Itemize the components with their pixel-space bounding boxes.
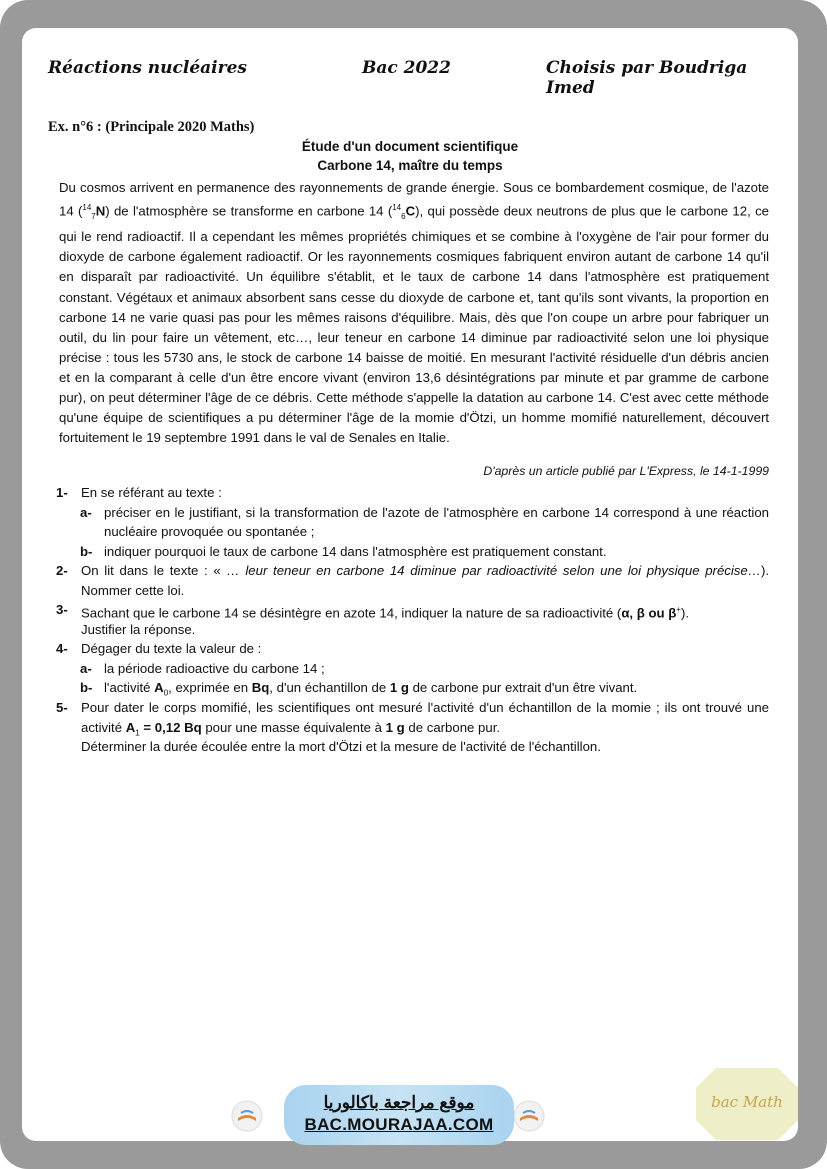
q3-line2: Justifier la réponse.	[81, 621, 196, 637]
q4-number: 4-	[56, 641, 68, 656]
q3-tail: ).	[680, 605, 690, 621]
header-exam: Bac 2022	[362, 58, 451, 78]
q5-part2: pour une masse équivalente à	[201, 719, 386, 735]
q2-tail: ). Nommer cette loi.	[81, 563, 769, 598]
q4a-label: a-	[80, 660, 92, 676]
left-book-logo-icon	[231, 1100, 263, 1132]
c-mass-number: 14	[392, 203, 402, 213]
q2-quote: … leur teneur en carbone 14 diminue par radioactivité selon une loi physique précise…	[220, 563, 761, 578]
q5-part1: Pour dater le corps momifié, les scientifiques ont mesuré l'activité d'un échantillon de la momie ; ils ont trouvé une activité	[81, 700, 769, 735]
q4b-part4: de carbone pur extrait d'un être vivant.	[408, 680, 638, 695]
n-mass-number: 14	[82, 203, 92, 213]
n-atomic-number: 7	[91, 212, 96, 222]
q2-number: 2-	[56, 563, 68, 578]
q4b-part2: , exprimée en	[168, 680, 252, 695]
q1a-label: a-	[80, 504, 92, 520]
q4b-label: b-	[80, 680, 93, 695]
q1a-text: préciser en le justifiant, si la transformation de l'azote de l'atmosphère en carbone 14 correspond à une réaction nucléaire provoquée ou spontanée ;	[104, 504, 769, 539]
q5-text	[81, 698, 769, 743]
c-atomic-number: 6	[401, 212, 406, 222]
q4-text: Dégager du texte la valeur de :	[81, 641, 262, 656]
q4b-part1: l'activité	[104, 680, 155, 695]
q5-line3: Déterminer la durée écoulée entre la mort d'Ötzi et la mesure de l'activité de l'échantillon.	[81, 739, 601, 754]
document-page	[22, 28, 798, 1141]
q2-lead: On lit dans le texte : «	[81, 563, 221, 578]
footer-banner[interactable]	[284, 1085, 514, 1145]
document-title: Étude d'un document scientifique	[301, 139, 519, 154]
source-citation: D'après un article publié par L'Express, le 14-1-1999	[483, 464, 769, 478]
header-author: Choisis par Boudriga Imed	[546, 58, 748, 98]
q3-options: α, β ou β	[621, 605, 677, 621]
q4b-symbol-sub: 0	[163, 688, 169, 698]
q2-text	[81, 561, 769, 600]
exercise-source: (Principale 2020 Maths)	[105, 119, 255, 135]
document-subtitle: Carbone 14, maître du temps	[317, 158, 503, 173]
q1b-text: indiquer pourquoi le taux de carbone 14 dans l'atmosphère est pratiquement constant.	[104, 543, 607, 559]
q3-number: 3-	[56, 602, 68, 617]
para-part-2: ) de l'atmosphère se transforme en carbone 14 (	[105, 203, 393, 219]
right-book-logo-icon	[513, 1100, 545, 1132]
exercise-label: Ex. n°6 :	[48, 119, 102, 135]
q1b-label: b-	[80, 543, 93, 559]
q5-value: = 0,12 Bq	[139, 719, 202, 735]
q1-number: 1-	[56, 485, 68, 500]
footer-arabic[interactable]: موقع مراجعة باكالوريا	[323, 1093, 475, 1112]
para-part-3: ), qui possède deux neutrons de plus que le carbone 12, ce qui le rend radioactif. Il a cependant les mêmes propriétés chimiques et se combine à l'oxygène de l'air pour former du dioxyde de carbone également radioactif. Or les rayonnements cosmiques fabriquent environ autant de carbone 14 qu'il en disparaît par radioactivité. Un équilibre s'établit, et le taux de carbone 14 dans l'atmosphère est pratiquement constant. Végétaux et animaux absorbent sans cesse du dioxyde de carbone et, tant qu'ils sont vivants, la proportion en carbone 14 ne varie quasi pas pour les mêmes raisons d'équilibre. Mais, dès que l'on coupe un arbre pour fabriquer un outil, du lin pour faire un vêtement, etc…, leur teneur en carbone 14 diminue par radioactivité selon une loi physique précise : tous les 5730 ans, le stock de carbone 14 baisse de moitié. En mesurant l'activité résiduelle d'un débris ancien et en la comparant à celle d'un être encore vivant (environ 13,6 désintégrations par minute et par gramme de carbone pur), on peut déterminer l'âge de ce débris. Cette méthode s'appelle la datation au carbone 14. C'est avec cette méthode qu'une équipe de scientifiques a pu déterminer l'âge de la momie d'Ötzi, un homme momifié naturellement, découvert fortuitement le 19 septembre 1991 dans le val de Senales en Italie.	[59, 203, 769, 446]
header-subject: Réactions nucléaires	[48, 58, 247, 78]
q5-mass: 1 g	[385, 719, 405, 735]
q4b-symbol: A	[154, 680, 164, 695]
q4a-text: la période radioactive du carbone 14 ;	[104, 660, 325, 676]
q3-main: Sachant que le carbone 14 se désintègre en azote 14, indiquer la nature de sa radioactivité (	[81, 605, 622, 621]
q5-number: 5-	[56, 700, 68, 715]
q1-text: En se référant au texte :	[81, 485, 222, 500]
c-symbol: C	[405, 203, 416, 219]
q5-symbol-sub: 1	[135, 728, 140, 738]
q4b-unit: Bq	[251, 680, 270, 695]
text-paragraph	[59, 178, 769, 448]
q4b-part3: , d'un échantillon de	[269, 680, 390, 695]
q4b-mass: 1 g	[389, 680, 409, 695]
bac-math-badge-text: bac Math	[711, 1093, 783, 1111]
n-symbol: N	[95, 203, 106, 219]
para-part-1: Du cosmos arrivent en permanence des rayonnements de grande énergie. Sous ce bombardement cosmique, de l'azote 14 (	[59, 180, 769, 219]
q5-symbol: A	[125, 719, 136, 735]
footer-url[interactable]: BAC.MOURAJAA.COM	[304, 1115, 494, 1134]
q5-part3: de carbone pur.	[404, 719, 501, 735]
q3-sup: +	[676, 605, 681, 614]
exercise-heading	[48, 119, 254, 136]
